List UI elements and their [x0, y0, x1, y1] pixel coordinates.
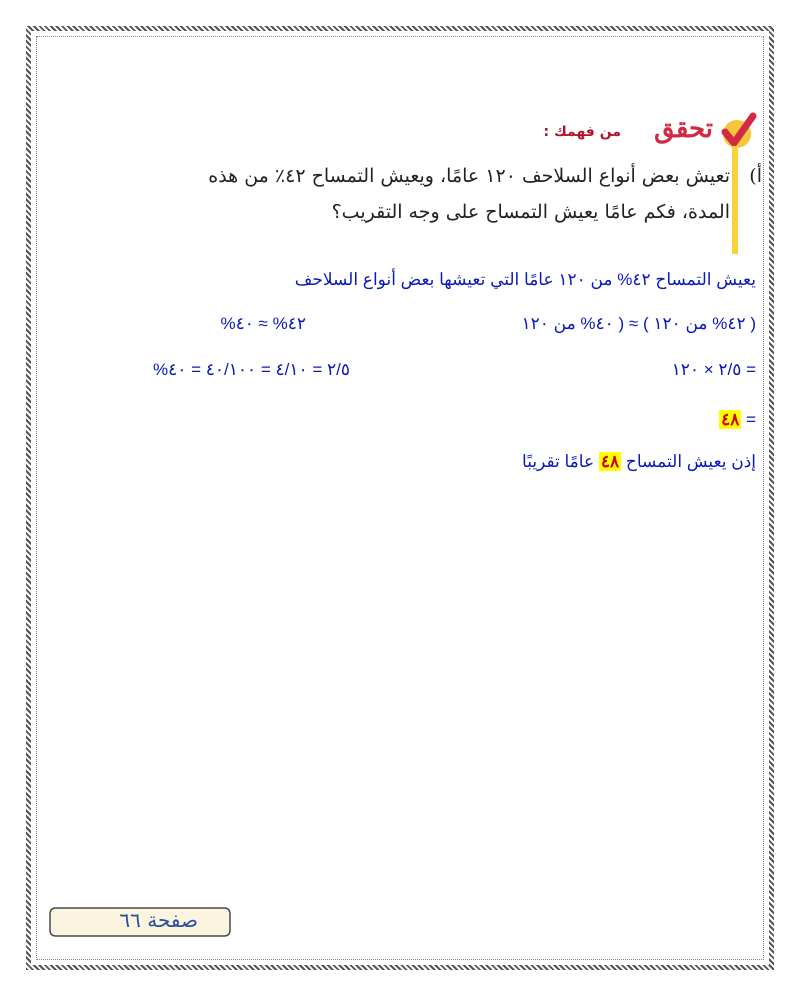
solution-line-1: يعيش التمساح ٤٢% من ١٢٠ عامًا التي تعيشها بعض أنواع السلاحف	[294, 270, 756, 289]
problem-line-1: تعيش بعض أنواع السلاحف ١٢٠ عامًا، ويعيش التمساح ٤٢٪ من هذه	[208, 165, 730, 187]
page-number-tag	[48, 906, 232, 938]
solution-conclusion	[522, 452, 756, 472]
conclusion-after: عامًا تقريبًا	[522, 452, 595, 471]
header-title: تحقق	[654, 114, 713, 144]
margin-highlight-bar	[732, 146, 738, 254]
answer-highlight: ٤٨	[721, 410, 740, 429]
problem-text	[30, 158, 762, 230]
check-understanding-header	[512, 112, 757, 152]
problem-line-2: المدة، فكم عامًا يعيش التمساح على وجه التقريب؟	[331, 201, 730, 223]
header-subtitle: من فهمك :	[543, 124, 621, 140]
solution-line-3-left: ٢/٥ = ٤/١٠ = ٤٠/١٠٠ = ٤٠%	[152, 360, 350, 379]
conclusion-before: إذن يعيش التمساح	[625, 452, 756, 471]
solution-line-2-right: ( ٤٢% من ١٢٠ ) ≈ ( ٤٠% من ١٢٠	[521, 314, 756, 333]
conclusion-answer-highlight: ٤٨	[600, 452, 620, 471]
solution-line-2-left: ٤٢% ≈ ٤٠%	[220, 314, 306, 333]
solution-line-3-right: = ٢/٥ × ١٢٠	[671, 360, 756, 379]
solution-line-4	[719, 410, 756, 430]
equals-sign: =	[746, 410, 756, 429]
problem-number: أ)	[749, 165, 762, 187]
page-number-label: صفحة ٦٦	[119, 908, 198, 932]
